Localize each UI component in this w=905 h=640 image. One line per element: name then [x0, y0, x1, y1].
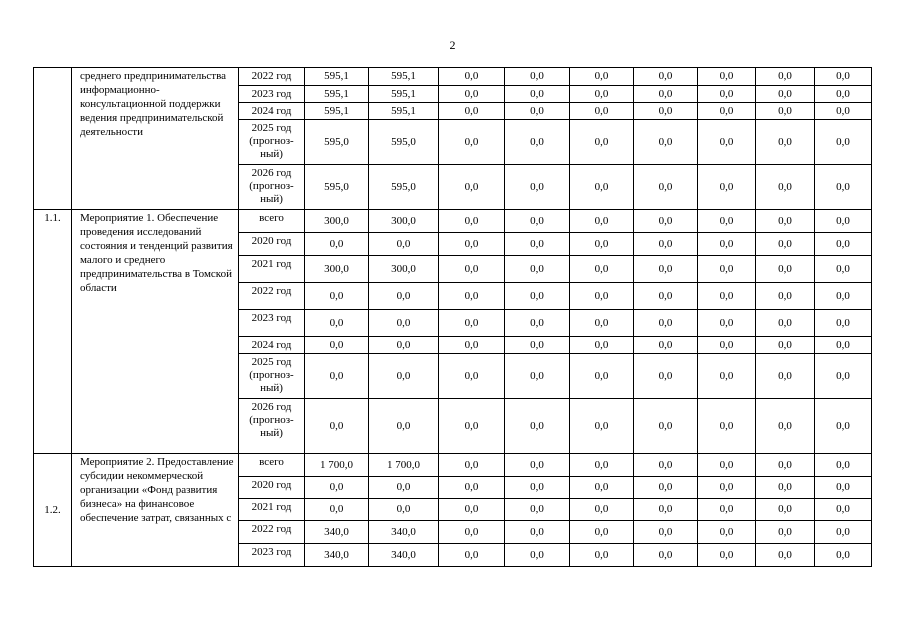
- value-cell: 0,0: [505, 233, 570, 256]
- value-cell: 0,0: [698, 233, 756, 256]
- value-cell: 0,0: [815, 233, 872, 256]
- section-description: Мероприятие 1. Обеспечение проведения исследований состояния и тенденций развития малого и среднего предпринимательства в Томской области: [72, 210, 239, 454]
- value-cell: 595,0: [369, 120, 439, 165]
- year-cell: 2026 год (прогноз-ный): [239, 399, 305, 454]
- value-cell: 0,0: [756, 120, 815, 165]
- value-cell: 595,1: [305, 103, 369, 120]
- value-cell: 595,0: [305, 120, 369, 165]
- value-cell: 0,0: [634, 165, 698, 210]
- value-cell: 0,0: [505, 256, 570, 283]
- value-cell: 595,1: [369, 103, 439, 120]
- value-cell: 0,0: [439, 120, 505, 165]
- value-cell: 0,0: [439, 233, 505, 256]
- year-cell: 2023 год: [239, 310, 305, 337]
- budget-table: [33, 67, 872, 567]
- value-cell: 300,0: [305, 256, 369, 283]
- value-cell: 0,0: [505, 103, 570, 120]
- value-cell: 0,0: [570, 120, 634, 165]
- year-cell: всего: [239, 454, 305, 477]
- value-cell: 0,0: [505, 68, 570, 86]
- value-cell: 0,0: [698, 477, 756, 499]
- value-cell: 0,0: [634, 210, 698, 233]
- value-cell: 1 700,0: [305, 454, 369, 477]
- value-cell: 0,0: [815, 477, 872, 499]
- value-cell: 0,0: [756, 68, 815, 86]
- year-cell: 2022 год: [239, 283, 305, 310]
- value-cell: 0,0: [439, 499, 505, 521]
- value-cell: 340,0: [305, 521, 369, 544]
- value-cell: 0,0: [815, 399, 872, 454]
- value-cell: 0,0: [815, 521, 872, 544]
- value-cell: 0,0: [570, 103, 634, 120]
- value-cell: 0,0: [756, 165, 815, 210]
- section-continuation: [34, 68, 872, 210]
- value-cell: 0,0: [634, 256, 698, 283]
- year-cell: 2023 год: [239, 544, 305, 567]
- value-cell: 0,0: [570, 337, 634, 354]
- value-cell: 0,0: [305, 499, 369, 521]
- value-cell: 0,0: [505, 310, 570, 337]
- value-cell: 0,0: [439, 354, 505, 399]
- value-cell: 0,0: [815, 544, 872, 567]
- value-cell: 0,0: [634, 283, 698, 310]
- value-cell: 0,0: [756, 233, 815, 256]
- value-cell: 0,0: [698, 86, 756, 103]
- value-cell: 0,0: [305, 399, 369, 454]
- value-cell: 0,0: [756, 477, 815, 499]
- value-cell: 0,0: [698, 103, 756, 120]
- value-cell: 0,0: [439, 521, 505, 544]
- section-description: среднего предпринимательства информационно-консультационной поддержки ведения предпринимательской деятельности: [72, 68, 239, 210]
- value-cell: 0,0: [505, 477, 570, 499]
- value-cell: 0,0: [439, 477, 505, 499]
- value-cell: 0,0: [756, 310, 815, 337]
- value-cell: 0,0: [570, 310, 634, 337]
- value-cell: 300,0: [369, 256, 439, 283]
- value-cell: 0,0: [634, 86, 698, 103]
- value-cell: 0,0: [756, 283, 815, 310]
- value-cell: 0,0: [369, 310, 439, 337]
- section-1-1: [34, 210, 872, 454]
- value-cell: 0,0: [570, 283, 634, 310]
- value-cell: 0,0: [698, 210, 756, 233]
- value-cell: 0,0: [815, 337, 872, 354]
- value-cell: 0,0: [634, 544, 698, 567]
- value-cell: 0,0: [439, 68, 505, 86]
- value-cell: 0,0: [698, 310, 756, 337]
- section-number: 1.2.: [34, 454, 72, 567]
- value-cell: 595,0: [305, 165, 369, 210]
- value-cell: 0,0: [505, 399, 570, 454]
- value-cell: 0,0: [756, 256, 815, 283]
- value-cell: 0,0: [570, 68, 634, 86]
- section-number: [34, 68, 72, 210]
- value-cell: 0,0: [815, 310, 872, 337]
- value-cell: 0,0: [634, 477, 698, 499]
- value-cell: 0,0: [815, 256, 872, 283]
- year-cell: 2022 год: [239, 521, 305, 544]
- year-cell: 2025 год (прогноз-ный): [239, 120, 305, 165]
- value-cell: 340,0: [305, 544, 369, 567]
- value-cell: 0,0: [505, 521, 570, 544]
- value-cell: 595,1: [305, 68, 369, 86]
- value-cell: 0,0: [570, 233, 634, 256]
- value-cell: 0,0: [305, 233, 369, 256]
- value-cell: 0,0: [698, 499, 756, 521]
- value-cell: 0,0: [570, 544, 634, 567]
- value-cell: 0,0: [570, 165, 634, 210]
- value-cell: 0,0: [439, 283, 505, 310]
- value-cell: 0,0: [698, 120, 756, 165]
- year-cell: 2021 год: [239, 499, 305, 521]
- value-cell: 0,0: [369, 477, 439, 499]
- value-cell: 0,0: [634, 310, 698, 337]
- value-cell: 0,0: [756, 210, 815, 233]
- value-cell: 0,0: [815, 454, 872, 477]
- value-cell: 0,0: [570, 499, 634, 521]
- value-cell: 0,0: [756, 354, 815, 399]
- value-cell: 0,0: [815, 103, 872, 120]
- value-cell: 0,0: [570, 521, 634, 544]
- value-cell: 0,0: [634, 120, 698, 165]
- value-cell: 0,0: [439, 399, 505, 454]
- value-cell: 340,0: [369, 521, 439, 544]
- value-cell: 0,0: [369, 233, 439, 256]
- value-cell: 0,0: [439, 544, 505, 567]
- value-cell: 0,0: [505, 354, 570, 399]
- table-row: [34, 210, 872, 233]
- year-cell: 2024 год: [239, 103, 305, 120]
- value-cell: 0,0: [570, 399, 634, 454]
- value-cell: 0,0: [505, 544, 570, 567]
- value-cell: 595,1: [369, 68, 439, 86]
- value-cell: 0,0: [505, 210, 570, 233]
- value-cell: 300,0: [369, 210, 439, 233]
- year-cell: 2020 год: [239, 233, 305, 256]
- value-cell: 0,0: [634, 399, 698, 454]
- value-cell: 0,0: [634, 499, 698, 521]
- value-cell: 0,0: [698, 454, 756, 477]
- year-cell: 2023 год: [239, 86, 305, 103]
- value-cell: 0,0: [815, 283, 872, 310]
- value-cell: 340,0: [369, 544, 439, 567]
- value-cell: 0,0: [570, 256, 634, 283]
- value-cell: 595,0: [369, 165, 439, 210]
- value-cell: 0,0: [815, 499, 872, 521]
- value-cell: 0,0: [698, 256, 756, 283]
- value-cell: 0,0: [634, 103, 698, 120]
- year-cell: 2021 год: [239, 256, 305, 283]
- value-cell: 0,0: [570, 86, 634, 103]
- value-cell: 0,0: [756, 544, 815, 567]
- value-cell: 0,0: [369, 354, 439, 399]
- value-cell: 0,0: [815, 86, 872, 103]
- value-cell: 0,0: [698, 399, 756, 454]
- value-cell: 0,0: [756, 103, 815, 120]
- value-cell: 0,0: [439, 337, 505, 354]
- value-cell: 0,0: [570, 210, 634, 233]
- value-cell: 0,0: [634, 68, 698, 86]
- value-cell: 0,0: [698, 544, 756, 567]
- section-1-2: [34, 454, 872, 567]
- value-cell: 0,0: [634, 521, 698, 544]
- value-cell: 0,0: [698, 337, 756, 354]
- value-cell: 0,0: [634, 354, 698, 399]
- value-cell: 0,0: [439, 165, 505, 210]
- value-cell: 0,0: [505, 337, 570, 354]
- value-cell: 0,0: [570, 477, 634, 499]
- value-cell: 0,0: [570, 454, 634, 477]
- value-cell: 0,0: [698, 68, 756, 86]
- table-row: [34, 68, 872, 86]
- value-cell: 0,0: [505, 165, 570, 210]
- section-number: 1.1.: [34, 210, 72, 454]
- value-cell: 0,0: [698, 283, 756, 310]
- value-cell: 0,0: [815, 354, 872, 399]
- value-cell: 0,0: [439, 86, 505, 103]
- value-cell: 0,0: [439, 103, 505, 120]
- value-cell: 0,0: [439, 310, 505, 337]
- year-cell: 2025 год (прогноз-ный): [239, 354, 305, 399]
- value-cell: 0,0: [570, 354, 634, 399]
- value-cell: 0,0: [305, 337, 369, 354]
- value-cell: 0,0: [815, 165, 872, 210]
- value-cell: 0,0: [634, 337, 698, 354]
- value-cell: 0,0: [505, 86, 570, 103]
- value-cell: 0,0: [756, 521, 815, 544]
- value-cell: 0,0: [369, 499, 439, 521]
- value-cell: 0,0: [505, 283, 570, 310]
- value-cell: 0,0: [756, 499, 815, 521]
- value-cell: 0,0: [305, 310, 369, 337]
- value-cell: 300,0: [305, 210, 369, 233]
- value-cell: 0,0: [439, 454, 505, 477]
- value-cell: 0,0: [505, 499, 570, 521]
- value-cell: 0,0: [369, 399, 439, 454]
- value-cell: 0,0: [634, 233, 698, 256]
- value-cell: 0,0: [439, 210, 505, 233]
- value-cell: 0,0: [305, 477, 369, 499]
- table-row: [34, 454, 872, 477]
- year-cell: 2022 год: [239, 68, 305, 86]
- value-cell: 0,0: [815, 68, 872, 86]
- value-cell: 0,0: [815, 120, 872, 165]
- value-cell: 0,0: [634, 454, 698, 477]
- page-number: 2: [449, 38, 456, 52]
- value-cell: 595,1: [369, 86, 439, 103]
- value-cell: 0,0: [815, 210, 872, 233]
- value-cell: 1 700,0: [369, 454, 439, 477]
- value-cell: 0,0: [698, 165, 756, 210]
- value-cell: 0,0: [756, 454, 815, 477]
- value-cell: 0,0: [756, 399, 815, 454]
- value-cell: 0,0: [756, 337, 815, 354]
- value-cell: 0,0: [698, 354, 756, 399]
- year-cell: всего: [239, 210, 305, 233]
- value-cell: 0,0: [439, 256, 505, 283]
- value-cell: 0,0: [369, 337, 439, 354]
- value-cell: 0,0: [305, 354, 369, 399]
- year-cell: 2020 год: [239, 477, 305, 499]
- value-cell: 0,0: [756, 86, 815, 103]
- value-cell: 0,0: [698, 521, 756, 544]
- year-cell: 2026 год (прогноз-ный): [239, 165, 305, 210]
- value-cell: 0,0: [505, 120, 570, 165]
- section-description: Мероприятие 2. Предоставление субсидии некоммерческой организации «Фонд развития бизнеса» на финансовое обеспечение затрат, связанных с: [72, 454, 239, 567]
- value-cell: 0,0: [505, 454, 570, 477]
- value-cell: 0,0: [305, 283, 369, 310]
- year-cell: 2024 год: [239, 337, 305, 354]
- value-cell: 595,1: [305, 86, 369, 103]
- value-cell: 0,0: [369, 283, 439, 310]
